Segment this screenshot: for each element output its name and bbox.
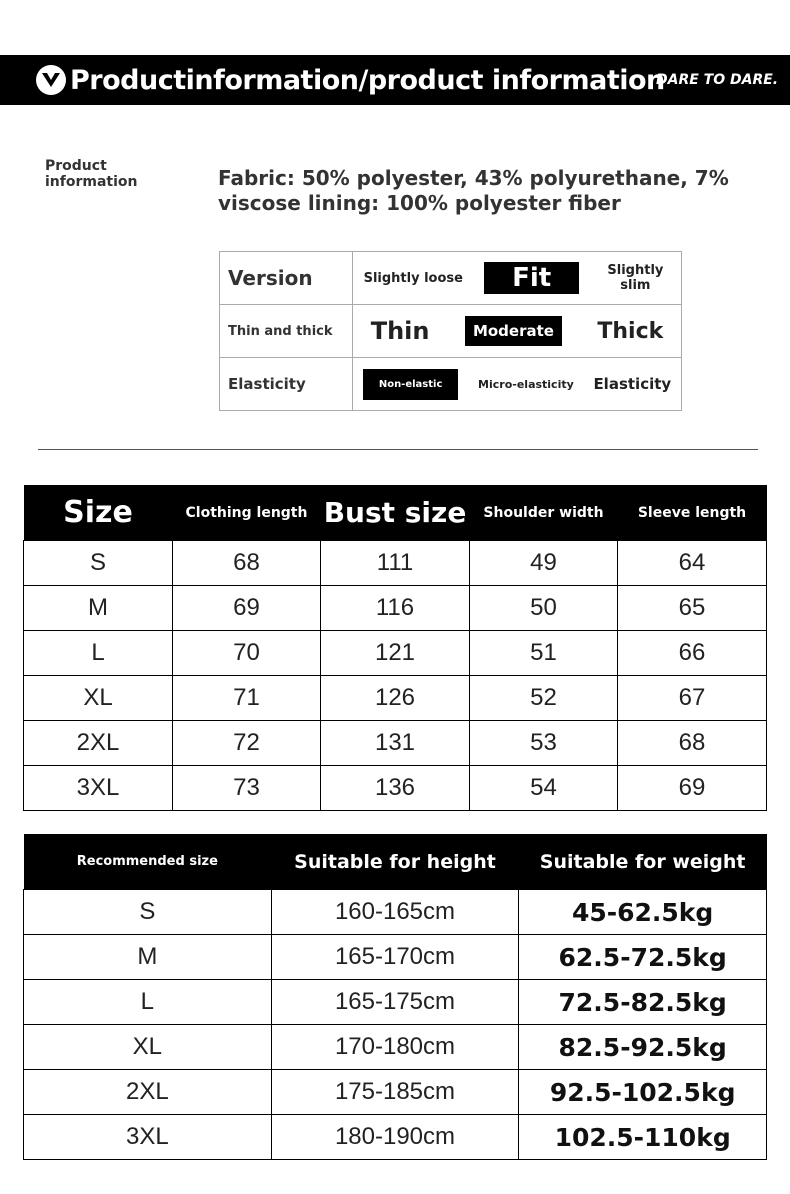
header-suitable-height: Suitable for height <box>271 834 519 890</box>
table-row <box>24 766 767 811</box>
header-banner <box>0 55 790 105</box>
size-chart-table <box>23 485 767 811</box>
option-slightly-slim: Slightly slim <box>607 263 664 293</box>
cell: 111 <box>321 541 470 586</box>
banner-title: Productinformation/product information <box>70 65 665 96</box>
cell: 49 <box>470 541 618 586</box>
table-row <box>24 935 767 980</box>
table-row <box>24 676 767 721</box>
option-fit-selected: Fit <box>484 262 579 294</box>
option-thin: Thin <box>370 317 430 345</box>
header-recommended-size: Recommended size <box>24 834 272 890</box>
cell: 52 <box>470 676 618 721</box>
cell: 160-165cm <box>271 890 519 935</box>
table-row <box>24 890 767 935</box>
cell: 175-185cm <box>271 1070 519 1115</box>
recommended-size-table <box>23 834 767 1160</box>
cell: 54 <box>470 766 618 811</box>
header-shoulder-width: Shoulder width <box>470 485 618 541</box>
cell: 165-175cm <box>271 980 519 1025</box>
cell: XL <box>24 676 173 721</box>
cell: 102.5-110kg <box>519 1115 767 1160</box>
cell: 45-62.5kg <box>519 890 767 935</box>
cell: 69 <box>618 766 767 811</box>
cell: XL <box>24 1025 272 1070</box>
option-micro-elasticity: Micro-elasticity <box>478 377 574 391</box>
cell: 73 <box>173 766 321 811</box>
cell: 70 <box>173 631 321 676</box>
cell: 53 <box>470 721 618 766</box>
table-row <box>24 980 767 1025</box>
cell: M <box>24 586 173 631</box>
cell: 65 <box>618 586 767 631</box>
option-thick: Thick <box>597 318 664 344</box>
attribute-row-elasticity <box>220 358 682 411</box>
cell: 131 <box>321 721 470 766</box>
attribute-table <box>219 251 682 411</box>
cell: 50 <box>470 586 618 631</box>
cell: 72 <box>173 721 321 766</box>
cell: S <box>24 541 173 586</box>
cell: 165-170cm <box>271 935 519 980</box>
header-size: Size <box>24 485 173 541</box>
chevron-down-circle-icon <box>36 65 66 95</box>
cell: 68 <box>173 541 321 586</box>
cell: 180-190cm <box>271 1115 519 1160</box>
cell: 72.5-82.5kg <box>519 980 767 1025</box>
recommended-size-header <box>24 834 767 890</box>
table-row <box>24 1025 767 1070</box>
cell: 67 <box>618 676 767 721</box>
cell: 68 <box>618 721 767 766</box>
fabric-composition: Fabric: 50% polyester, 43% polyurethane, 7% viscose lining: 100% polyester fiber <box>218 166 729 215</box>
size-chart-header <box>24 485 767 541</box>
cell: 116 <box>321 586 470 631</box>
cell: M <box>24 935 272 980</box>
table-row <box>24 631 767 676</box>
cell: 121 <box>321 631 470 676</box>
cell: 126 <box>321 676 470 721</box>
attribute-label: Version <box>220 252 353 305</box>
header-bust-size: Bust size <box>321 485 470 541</box>
option-slightly-loose: Slightly loose <box>363 270 463 286</box>
cell: L <box>24 980 272 1025</box>
cell: 3XL <box>24 1115 272 1160</box>
attribute-label: Elasticity <box>220 358 353 411</box>
cell: 2XL <box>24 721 173 766</box>
cell: L <box>24 631 173 676</box>
cell: 82.5-92.5kg <box>519 1025 767 1070</box>
table-row <box>24 1070 767 1115</box>
cell: 170-180cm <box>271 1025 519 1070</box>
option-non-elastic-selected: Non-elastic <box>363 369 459 400</box>
cell: 136 <box>321 766 470 811</box>
header-clothing-length: Clothing length <box>173 485 321 541</box>
table-row <box>24 1115 767 1160</box>
table-row <box>24 721 767 766</box>
cell: 62.5-72.5kg <box>519 935 767 980</box>
cell: 64 <box>618 541 767 586</box>
cell: 3XL <box>24 766 173 811</box>
table-row <box>24 541 767 586</box>
table-row <box>24 586 767 631</box>
attribute-label: Thin and thick <box>220 305 353 358</box>
cell: 66 <box>618 631 767 676</box>
header-suitable-weight: Suitable for weight <box>519 834 767 890</box>
attribute-row-thickness <box>220 305 682 358</box>
header-sleeve-length: Sleeve length <box>618 485 767 541</box>
section-divider <box>38 449 758 450</box>
option-elasticity: Elasticity <box>593 375 672 393</box>
cell: 92.5-102.5kg <box>519 1070 767 1115</box>
cell: S <box>24 890 272 935</box>
product-info-label: Product information <box>45 158 138 190</box>
attribute-row-version <box>220 252 682 305</box>
banner-slogan: DARE TO DARE. <box>656 72 779 88</box>
cell: 71 <box>173 676 321 721</box>
cell: 69 <box>173 586 321 631</box>
cell: 2XL <box>24 1070 272 1115</box>
cell: 51 <box>470 631 618 676</box>
option-moderate-selected: Moderate <box>465 316 562 346</box>
